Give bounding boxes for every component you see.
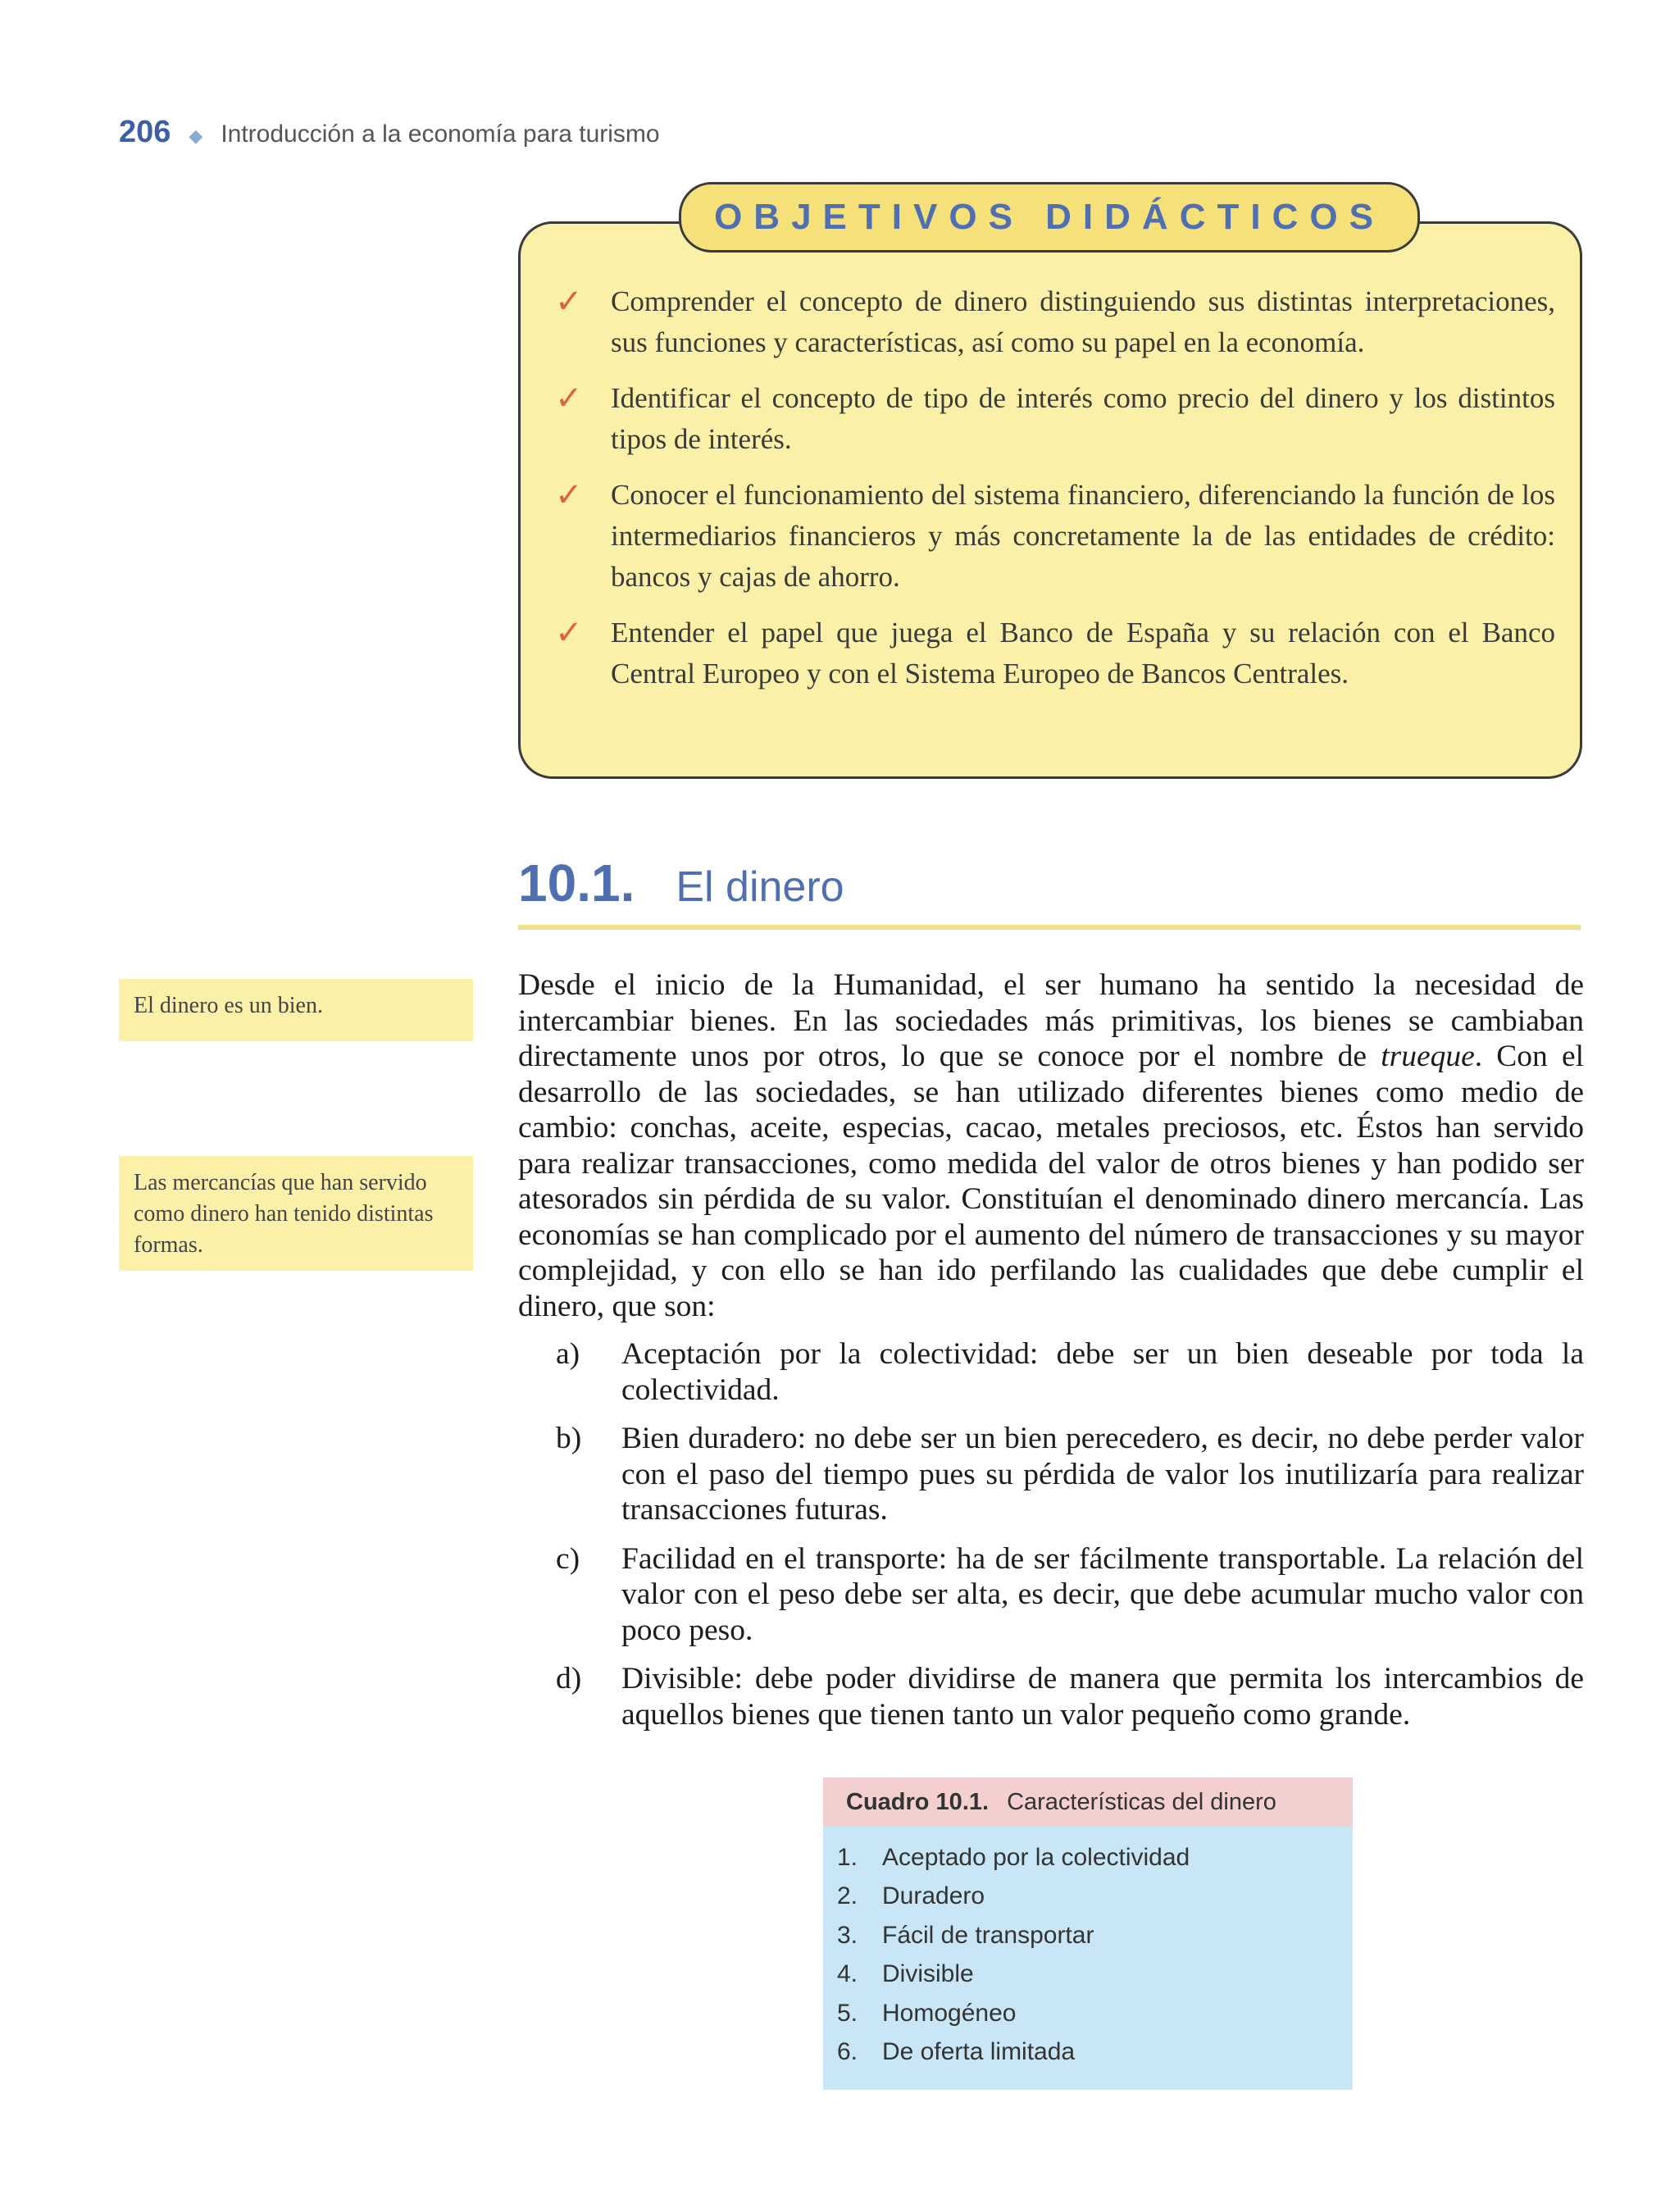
- cuadro-title: Características del dinero: [1007, 1788, 1276, 1815]
- row-label: De oferta limitada: [882, 2038, 1076, 2066]
- paragraph-text: Desde el inicio de la Humanidad, el ser humano ha sentido la necesidad de intercambiar bienes. En las sociedades más primitivas, los bienes se cambiaban directamente unos por otros, lo que se conoce por el nombre de: [518, 968, 1584, 1073]
- objective-item: [555, 612, 1555, 694]
- table-row: [823, 1916, 1353, 1955]
- quality-letter: c): [556, 1541, 580, 1576]
- checkmark-icon: ✓: [555, 283, 583, 320]
- paragraph-text: . Con el desarrollo de las sociedades, se han utilizado diferentes bienes como medio de cambio: conchas, aceite, especias, cacao, metales preciosos, etc. Éstos han servido para realizar transacciones, como medida del valor de otros bienes y han podido ser atesorados sin pérdida de su valor. Constituían el denominado dinero mercancía. Las economías se han complicado por el aumento del número de transacciones y su mayor complejidad, y con ello se han ido perfilando las cualidades que debe cumplir el dinero, que son:: [518, 1040, 1585, 1323]
- qualities-list: [556, 1336, 1584, 1745]
- row-label: Duradero: [882, 1882, 985, 1910]
- quality-item: [556, 1541, 1584, 1649]
- quality-item: [556, 1661, 1584, 1732]
- running-head: [119, 115, 660, 150]
- margin-note: Las mercancías que han servido como dinero han tenido distintas formas.: [119, 1156, 473, 1271]
- objective-text: Comprender el concepto de dinero distinguiendo sus distintas interpretaciones, sus funciones y características, así como su papel en la economía.: [611, 285, 1555, 358]
- cuadro-body: [823, 1827, 1353, 2090]
- emphasized-term: trueque: [1381, 1040, 1475, 1073]
- checkmark-icon: ✓: [555, 476, 583, 513]
- section-heading: [518, 853, 844, 913]
- quality-text: Bien duradero: no debe ser un bien perecedero, es decir, no debe perder valor con el paso del tiempo pues su pérdida de valor los inutilizaría para realizar transacciones futuras.: [621, 1422, 1584, 1527]
- objective-text: Identificar el concepto de tipo de interés como precio del dinero y los distintos tipos de interés.: [611, 382, 1555, 455]
- objectives-list: [555, 281, 1555, 709]
- page-number: 206: [119, 115, 171, 149]
- row-number: 4.: [836, 1960, 858, 1988]
- cuadro-header: [823, 1777, 1353, 1827]
- row-label: Divisible: [882, 1960, 974, 1988]
- cuadro-table: [823, 1777, 1353, 2090]
- row-label: Homogéneo: [882, 1999, 1017, 2027]
- table-row: [823, 1955, 1353, 1995]
- quality-text: Divisible: debe poder dividirse de manera que permita los intercambios de aquellos bienes que tienen tanto un valor pequeño como grande.: [621, 1662, 1584, 1732]
- row-number: 6.: [836, 2038, 858, 2066]
- quality-item: [556, 1421, 1584, 1528]
- objectives-box: [518, 221, 1582, 779]
- checkmark-icon: ✓: [555, 614, 583, 651]
- quality-text: Facilidad en el transporte: ha de ser fácilmente transportable. La relación del valor con el peso debe ser alta, es decir, que debe acumular mucho valor con poco peso.: [621, 1541, 1584, 1647]
- book-title: Introducción a la economía para turismo: [221, 121, 660, 148]
- body-paragraph: [518, 967, 1584, 1324]
- quality-letter: a): [556, 1337, 580, 1371]
- objective-item: [555, 475, 1555, 598]
- table-row: [823, 1838, 1353, 1877]
- table-row: [823, 2033, 1353, 2073]
- table-row: [823, 1994, 1353, 2033]
- objective-item: [555, 281, 1555, 363]
- row-number: 3.: [836, 1921, 858, 1949]
- objectives-heading: OBJETIVOS DIDÁCTICOS: [679, 182, 1420, 253]
- checkmark-icon: ✓: [555, 380, 583, 416]
- section-title: El dinero: [676, 863, 844, 911]
- quality-text: Aceptación por la colectividad: debe ser un bien deseable por toda la colectividad.: [621, 1337, 1584, 1407]
- row-label: Aceptado por la colectividad: [882, 1843, 1190, 1871]
- objective-text: Entender el papel que juega el Banco de España y su relación con el Banco Central Europeo y con el Sistema Europeo de Bancos Centrales.: [611, 617, 1555, 690]
- bullet-icon: ◆: [189, 125, 203, 146]
- row-number: 2.: [836, 1882, 858, 1910]
- row-number: 5.: [836, 1999, 858, 2027]
- row-number: 1.: [836, 1843, 858, 1871]
- margin-note: El dinero es un bien.: [119, 979, 473, 1041]
- quality-letter: d): [556, 1662, 582, 1695]
- quality-item: [556, 1336, 1584, 1408]
- row-label: Fácil de transportar: [882, 1921, 1094, 1949]
- objective-text: Conocer el funcionamiento del sistema financiero, diferenciando la función de los intermediarios financieros y más concretamente la de las entidades de crédito: bancos y cajas de ahorro.: [611, 479, 1555, 593]
- section-number: 10.1.: [518, 853, 635, 913]
- cuadro-caption: Cuadro 10.1.: [846, 1788, 990, 1815]
- section-divider: [518, 925, 1581, 930]
- objective-item: [555, 378, 1555, 460]
- quality-letter: b): [556, 1422, 582, 1455]
- table-row: [823, 1877, 1353, 1917]
